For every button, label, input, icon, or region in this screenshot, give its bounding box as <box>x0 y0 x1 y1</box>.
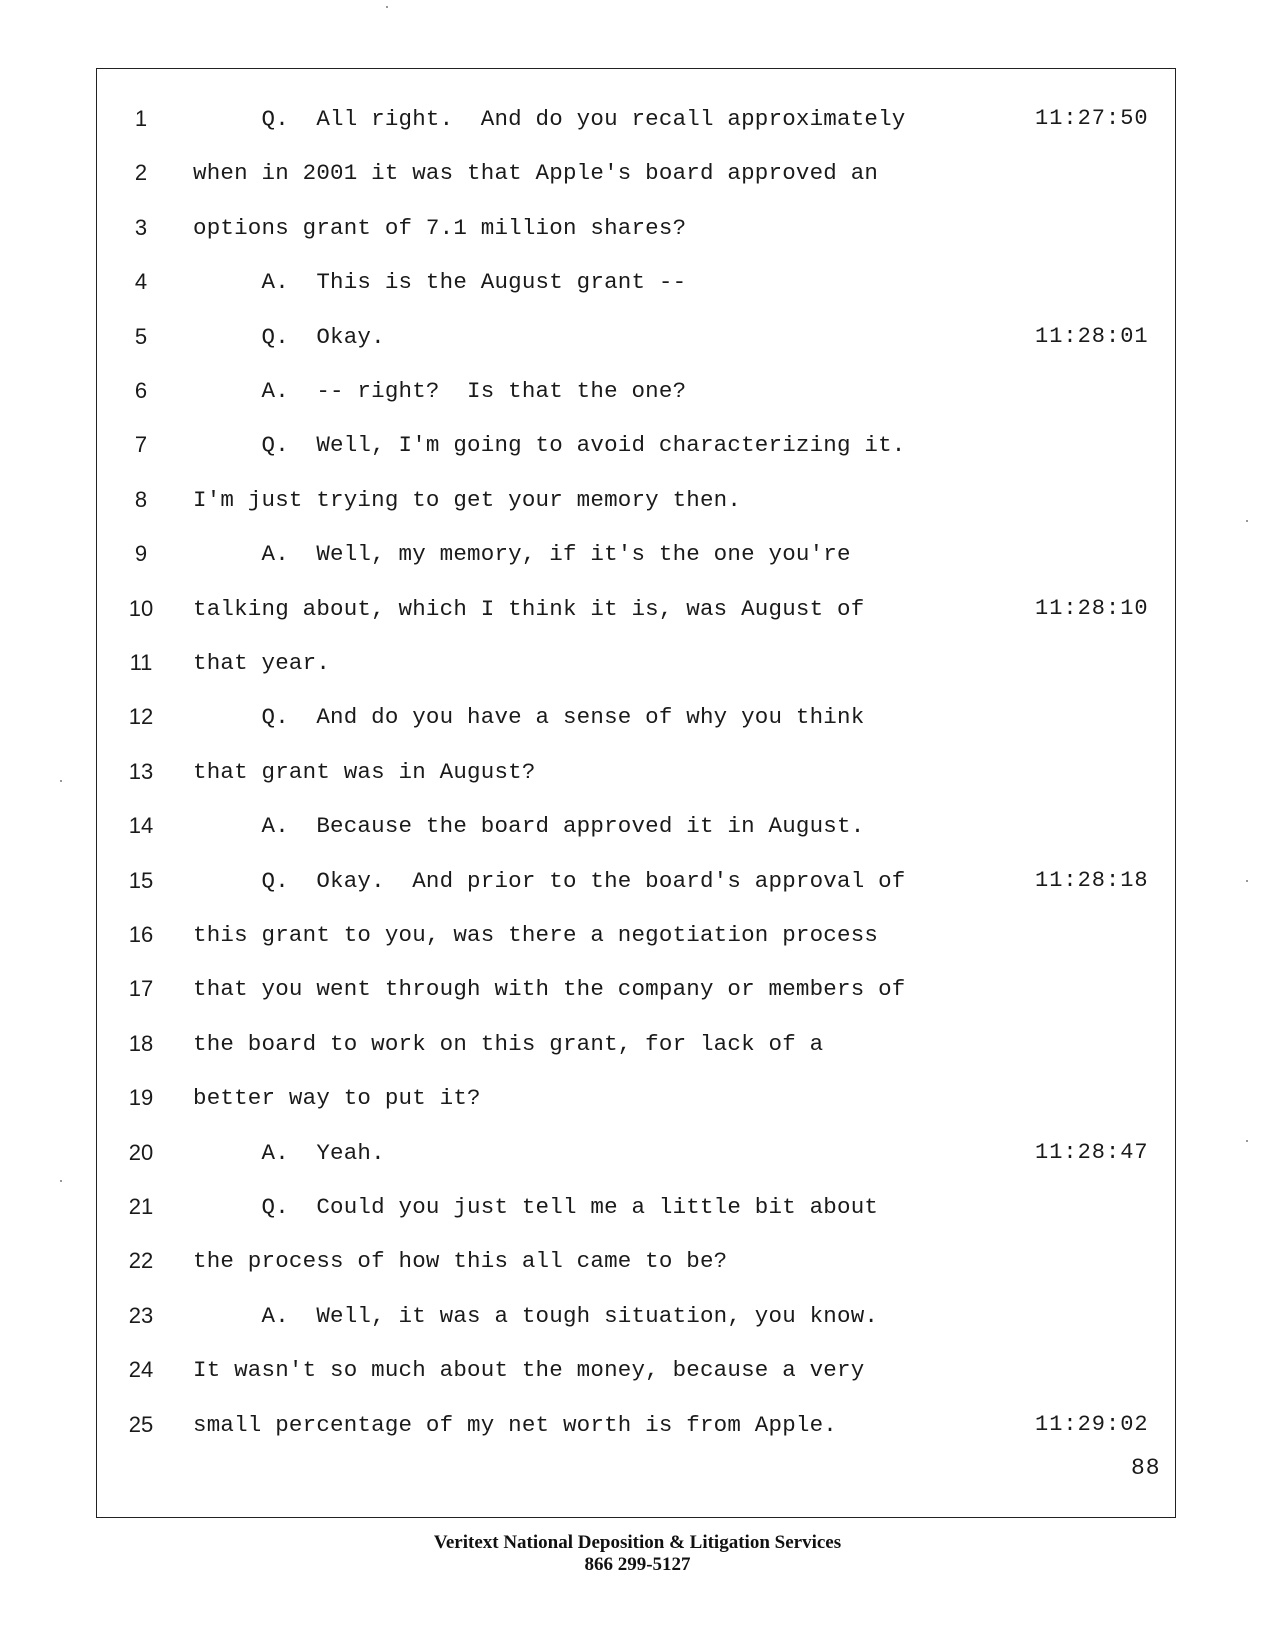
transcript-line <box>97 1296 1175 1336</box>
line-text: the process of how this all came to be? <box>193 1248 728 1275</box>
scan-speck <box>60 780 62 782</box>
transcript-line <box>97 208 1175 248</box>
line-number: 14 <box>128 813 154 839</box>
line-number: 2 <box>134 160 148 186</box>
line-timestamp: 11:28:18 <box>1035 867 1149 893</box>
transcript-line <box>97 969 1175 1009</box>
line-timestamp: 11:28:47 <box>1035 1139 1149 1165</box>
line-text: A. Because the board approved it in August. <box>193 813 865 840</box>
line-text: It wasn't so much about the money, because a very <box>193 1357 865 1384</box>
line-number: 16 <box>128 922 154 947</box>
transcript-line <box>97 371 1175 411</box>
line-number: 21 <box>128 1194 154 1219</box>
transcript-line <box>97 1187 1175 1227</box>
scan-speck <box>60 1180 62 1182</box>
line-number: 18 <box>128 1030 154 1056</box>
transcript-line <box>97 425 1175 465</box>
line-text: that year. <box>193 650 331 676</box>
footer-phone: 866 299-5127 <box>584 1554 691 1575</box>
line-timestamp: 11:28:01 <box>1035 323 1149 349</box>
line-number: 1 <box>134 106 148 131</box>
line-text: Q. Okay. And prior to the board's approval of <box>193 867 906 894</box>
line-text: Q. Okay. <box>193 323 385 350</box>
scan-speck <box>1246 880 1248 882</box>
line-number: 4 <box>134 269 148 295</box>
line-text: this grant to you, was there a negotiation process <box>193 922 879 948</box>
transcript-line <box>97 99 1175 139</box>
line-text: I'm just trying to get your memory then. <box>193 486 742 513</box>
transcript-line <box>97 861 1175 901</box>
scan-speck <box>1246 1140 1248 1142</box>
line-text: talking about, which I think it is, was August of <box>193 595 865 622</box>
transcript-line <box>97 589 1175 629</box>
transcript-line <box>97 1350 1175 1390</box>
line-number: 10 <box>128 595 154 621</box>
page-number: 88 <box>1131 1455 1161 1481</box>
transcript-line <box>97 1241 1175 1281</box>
transcript-line <box>97 915 1175 955</box>
transcript-line <box>97 1405 1175 1445</box>
line-text: A. Yeah. <box>193 1139 385 1166</box>
line-text: Q. Could you just tell me a little bit about <box>193 1194 879 1220</box>
line-number: 15 <box>128 867 154 893</box>
line-number: 24 <box>128 1357 154 1383</box>
transcript-line <box>97 806 1175 846</box>
transcript-line <box>97 752 1175 792</box>
transcript-line <box>97 480 1175 520</box>
footer-company: Veritext National Deposition & Litigation Services <box>433 1532 842 1553</box>
line-timestamp: 11:28:10 <box>1035 595 1149 621</box>
line-number: 25 <box>128 1411 154 1437</box>
line-text: that you went through with the company or members of <box>193 976 906 1003</box>
line-number: 5 <box>134 323 148 349</box>
line-number: 9 <box>134 541 148 567</box>
line-text: Q. Well, I'm going to avoid characterizing it. <box>193 432 906 459</box>
line-number: 13 <box>128 758 154 784</box>
line-number: 23 <box>128 1302 154 1328</box>
line-text: that grant was in August? <box>193 758 536 785</box>
line-text: A. This is the August grant -- <box>193 269 687 296</box>
transcript-line <box>97 697 1175 737</box>
line-number: 7 <box>134 432 148 458</box>
line-text: better way to put it? <box>193 1085 481 1112</box>
line-timestamp: 11:27:50 <box>1035 106 1149 131</box>
transcript-line <box>97 1024 1175 1064</box>
line-number: 3 <box>134 214 148 240</box>
line-number: 22 <box>128 1248 154 1274</box>
line-text: options grant of 7.1 million shares? <box>193 214 687 241</box>
scan-speck <box>386 6 388 8</box>
transcript-line <box>97 262 1175 302</box>
line-number: 6 <box>134 378 148 403</box>
transcript-line <box>97 534 1175 574</box>
line-number: 20 <box>128 1139 154 1165</box>
line-number: 8 <box>134 486 148 512</box>
line-text: small percentage of my net worth is from Apple. <box>193 1411 838 1438</box>
line-timestamp: 11:29:02 <box>1035 1411 1149 1437</box>
transcript-line <box>97 1078 1175 1118</box>
transcript-line <box>97 643 1175 683</box>
transcript-line <box>97 1133 1175 1173</box>
line-text: A. -- right? Is that the one? <box>193 378 687 404</box>
line-text: when in 2001 it was that Apple's board approved an <box>193 160 879 187</box>
line-number: 11 <box>129 650 153 675</box>
line-number: 12 <box>128 704 154 730</box>
scan-speck <box>1246 520 1248 522</box>
transcript-line <box>97 153 1175 193</box>
line-number: 19 <box>128 1085 154 1111</box>
transcript-page-frame <box>96 68 1176 1518</box>
line-text: A. Well, my memory, if it's the one you're <box>193 541 851 568</box>
transcript-line <box>97 317 1175 357</box>
line-text: the board to work on this grant, for lack of a <box>193 1030 824 1057</box>
line-text: A. Well, it was a tough situation, you know. <box>193 1302 879 1329</box>
line-number: 17 <box>128 976 154 1002</box>
line-text: Q. All right. And do you recall approximately <box>193 106 906 132</box>
line-text: Q. And do you have a sense of why you think <box>193 704 865 731</box>
footer <box>0 1532 1275 1576</box>
